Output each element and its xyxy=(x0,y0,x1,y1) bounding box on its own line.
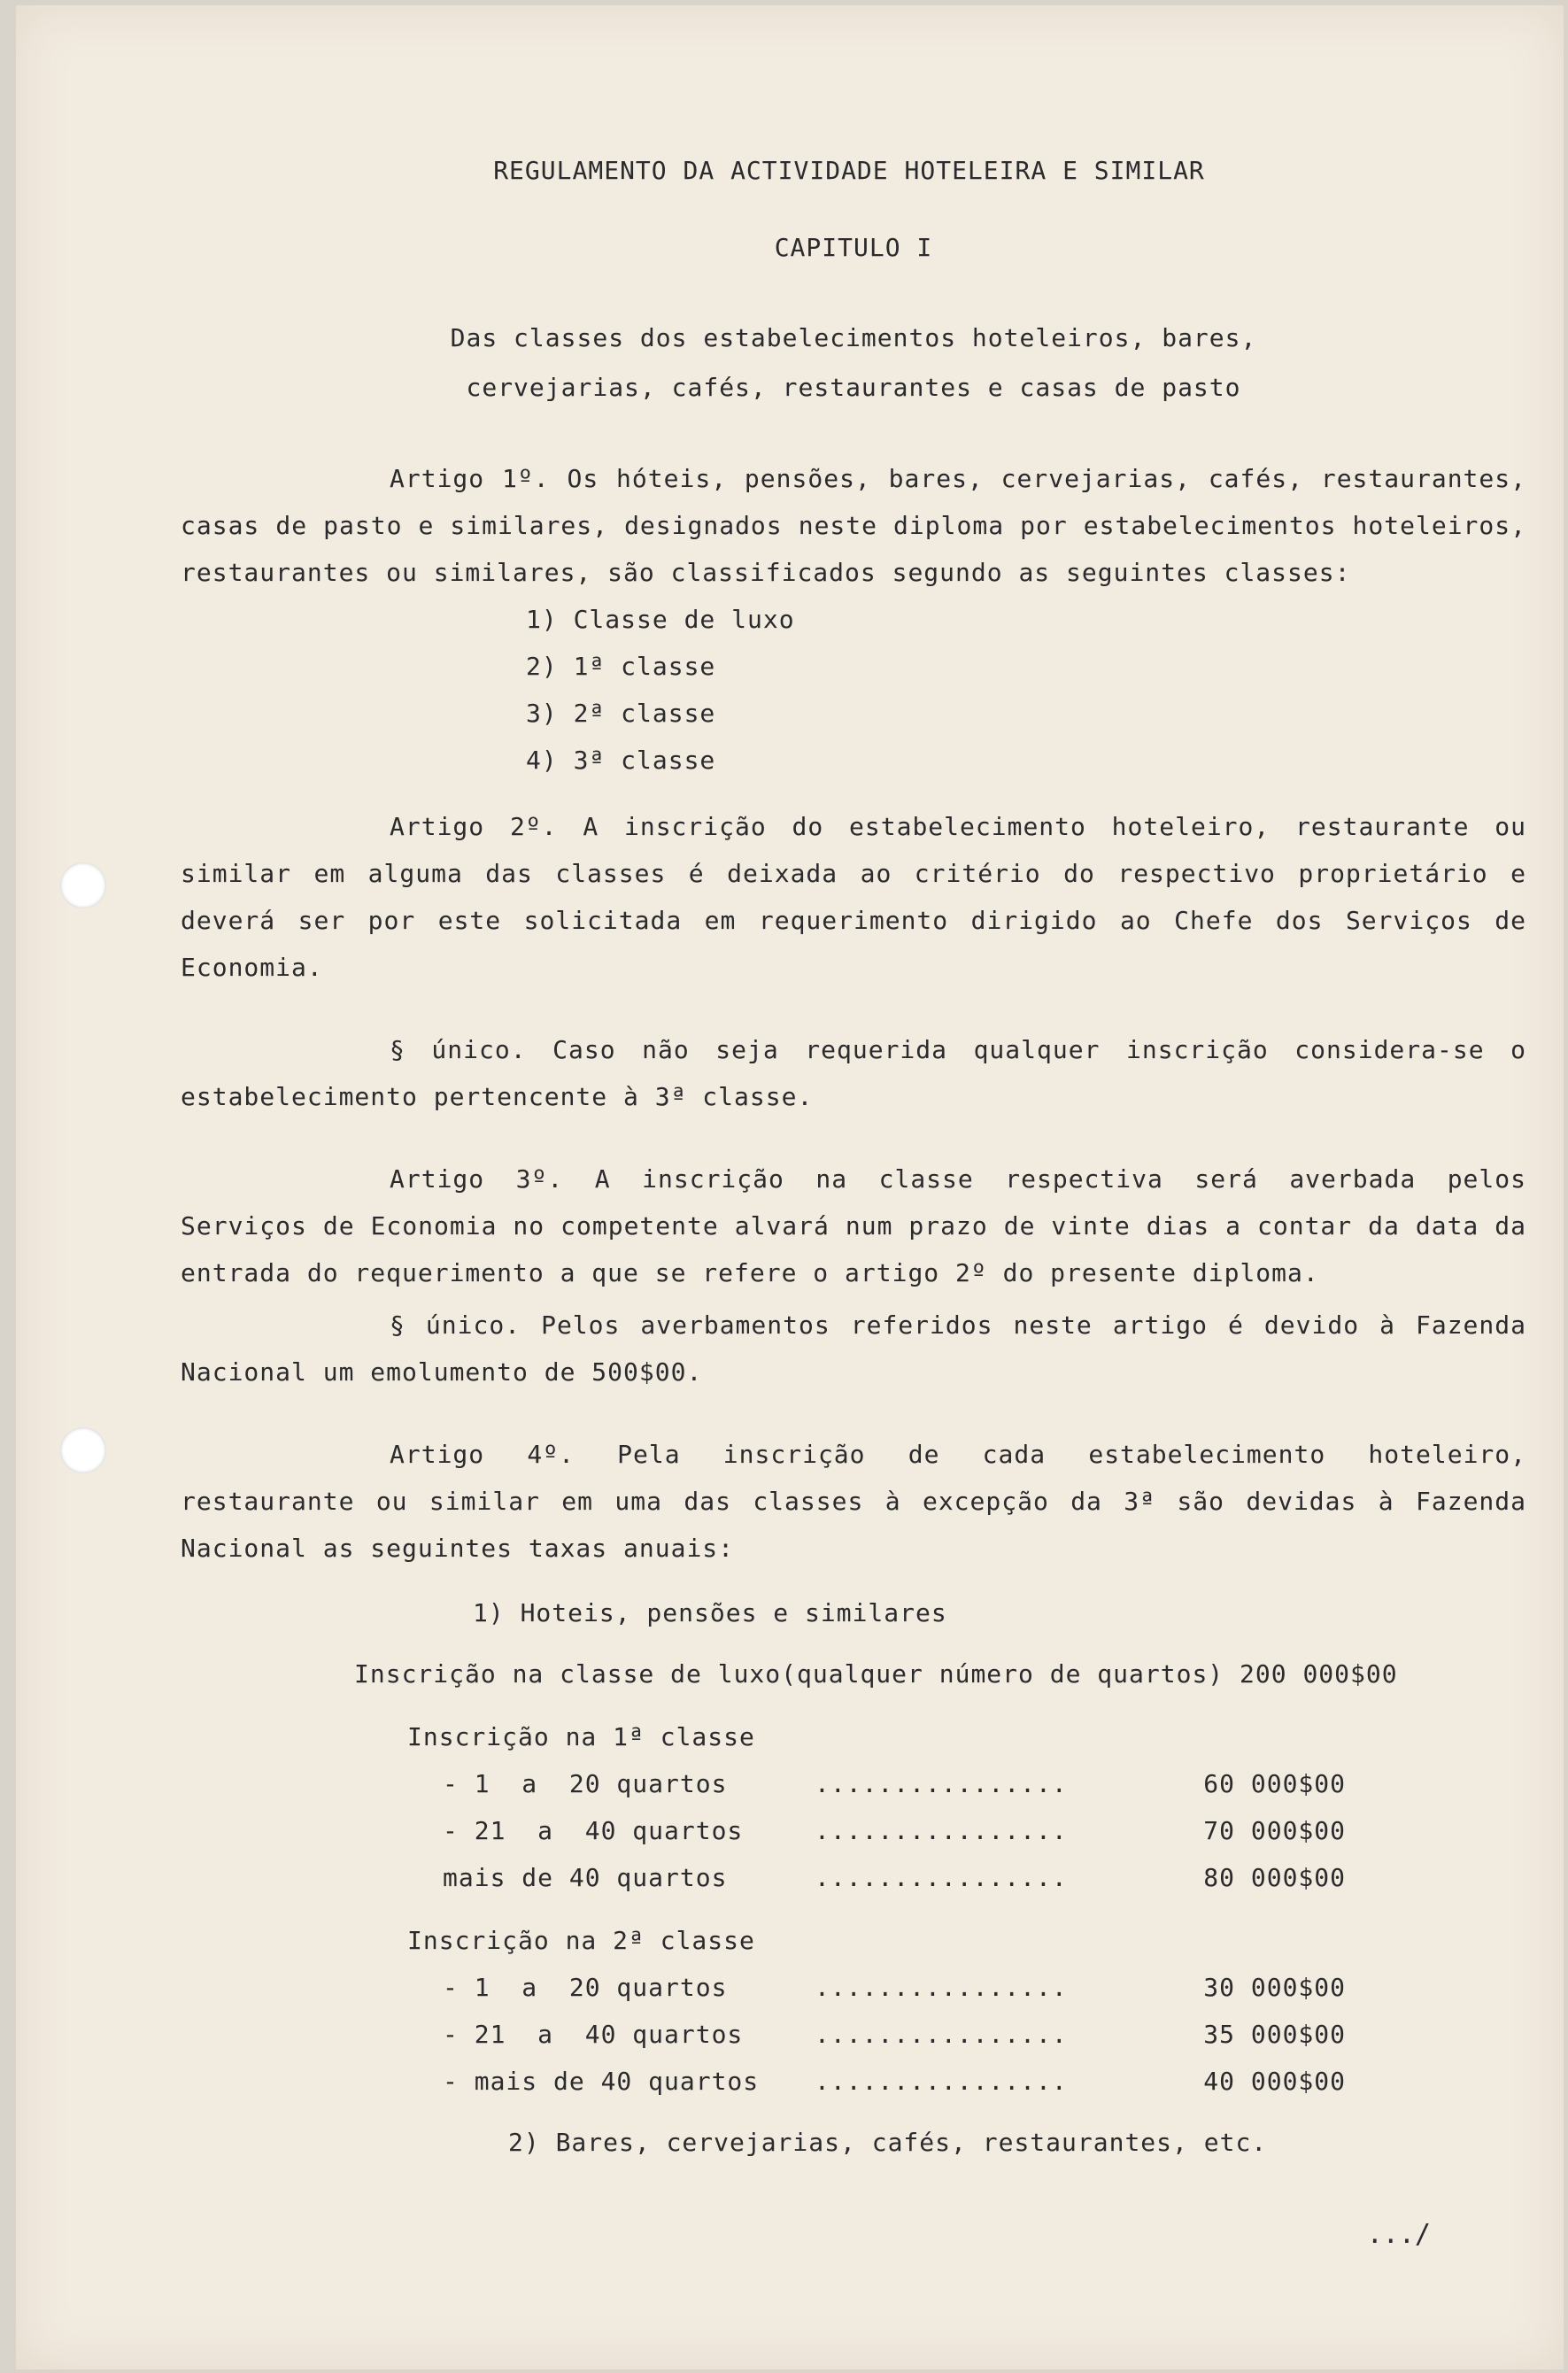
article-2: Artigo 2º. A inscrição do estabelecimento hoteleiro, restaurante ou similar em alguma das classes é deixada ao critério do respectivo proprietário e deverá ser por este solicitada em requerimento dirigido ao Chefe dos Serviços de Economia. xyxy=(181,812,1526,982)
continuation-mark: .../ xyxy=(1366,2219,1431,2250)
list-item: 2) 1ª classe xyxy=(526,652,716,681)
leader-dots: ................ xyxy=(815,1769,1068,1798)
article-2-unico: § único. Caso não seja requerida qualquer inscrição considera-se o estabelecimento pertencente à 3ª classe. xyxy=(181,1035,1526,1111)
room-range: - 21 a 40 quartos xyxy=(443,2020,744,2049)
article-1: Artigo 1º. Os hóteis, pensões, bares, cervejarias, cafés, restaurantes, casas de pasto e similares, designados neste diploma por estabelecimentos hoteleiros, restaurantes ou similares, são classificados segundo as seguintes classes: xyxy=(181,464,1526,587)
table-row xyxy=(443,1854,1526,1901)
room-range: - mais de 40 quartos xyxy=(443,2067,760,2096)
article-3-unico: § único. Pelos averbamentos referidos neste artigo é devido à Fazenda Nacional um emolumento de 500$00. xyxy=(181,1310,1526,1387)
article-3: Artigo 3º. A inscrição na classe respectiva será averbada pelos Serviços de Economia no competente alvará num prazo de vinte dias a contar da data da entrada do requerimento a que se refere o artigo 2º do presente diploma. xyxy=(181,1164,1526,1287)
class1-table xyxy=(181,1760,1526,1901)
table-row xyxy=(443,2058,1526,2105)
document-page xyxy=(16,5,1564,2369)
fee-amount: 30 000$00 xyxy=(1203,1973,1346,2002)
table-row xyxy=(443,1807,1526,1854)
punch-hole-top xyxy=(60,862,106,908)
room-range: mais de 40 quartos xyxy=(443,1863,728,1892)
fee-amount: 35 000$00 xyxy=(1203,2020,1346,2049)
leader-dots: ................ xyxy=(815,1863,1068,1892)
leader-dots: ................ xyxy=(815,1973,1068,2002)
classes-list xyxy=(526,596,1526,784)
room-range: - 1 a 20 quartos xyxy=(443,1973,728,2002)
fee-amount: 60 000$00 xyxy=(1203,1769,1346,1798)
leader-dots: ................ xyxy=(815,1816,1068,1845)
room-range: - 21 a 40 quartos xyxy=(443,1816,744,1845)
class2-heading: Inscrição na 2ª classe xyxy=(407,1926,755,1955)
list-item: 1) Classe de luxo xyxy=(526,605,795,634)
punch-hole-bottom xyxy=(60,1427,106,1473)
fee-amount: 70 000$00 xyxy=(1203,1816,1346,1845)
fee-amount: 40 000$00 xyxy=(1203,2067,1346,2096)
section-heading-line1: Das classes dos estabelecimentos hoteleiros, bares, xyxy=(450,323,1257,352)
table-row xyxy=(443,1760,1526,1807)
subsection-hotels: 1) Hoteis, pensões e similares xyxy=(473,1598,947,1627)
class1-heading: Inscrição na 1ª classe xyxy=(407,1722,755,1751)
document-title: REGULAMENTO DA ACTIVIDADE HOTELEIRA E SIMILAR xyxy=(493,156,1205,185)
subsection-bars: 2) Bares, cervejarias, cafés, restaurantes, etc. xyxy=(508,2128,1268,2157)
list-item: 3) 2ª classe xyxy=(526,699,716,728)
list-item: 4) 3ª classe xyxy=(526,746,716,775)
chapter-heading: CAPITULO I xyxy=(774,233,933,262)
section-heading xyxy=(181,313,1526,413)
room-range: - 1 a 20 quartos xyxy=(443,1769,728,1798)
document-body xyxy=(181,147,1526,2166)
section-heading-line2: cervejarias, cafés, restaurantes e casas de pasto xyxy=(466,373,1241,402)
leader-dots: ................ xyxy=(815,2020,1068,2049)
article-4: Artigo 4º. Pela inscrição de cada estabelecimento hoteleiro, restaurante ou similar em uma das classes à excepção da 3ª são devidas à Fazenda Nacional as seguintes taxas anuais: xyxy=(181,1440,1526,1563)
table-row xyxy=(443,2011,1526,2058)
leader-dots: ................ xyxy=(815,2067,1068,2096)
table-row xyxy=(443,1964,1526,2011)
fee-amount: 80 000$00 xyxy=(1203,1863,1346,1892)
luxury-class-fee: Inscrição na classe de luxo(qualquer número de quartos) 200 000$00 xyxy=(354,1659,1398,1689)
class2-table xyxy=(181,1964,1526,2105)
